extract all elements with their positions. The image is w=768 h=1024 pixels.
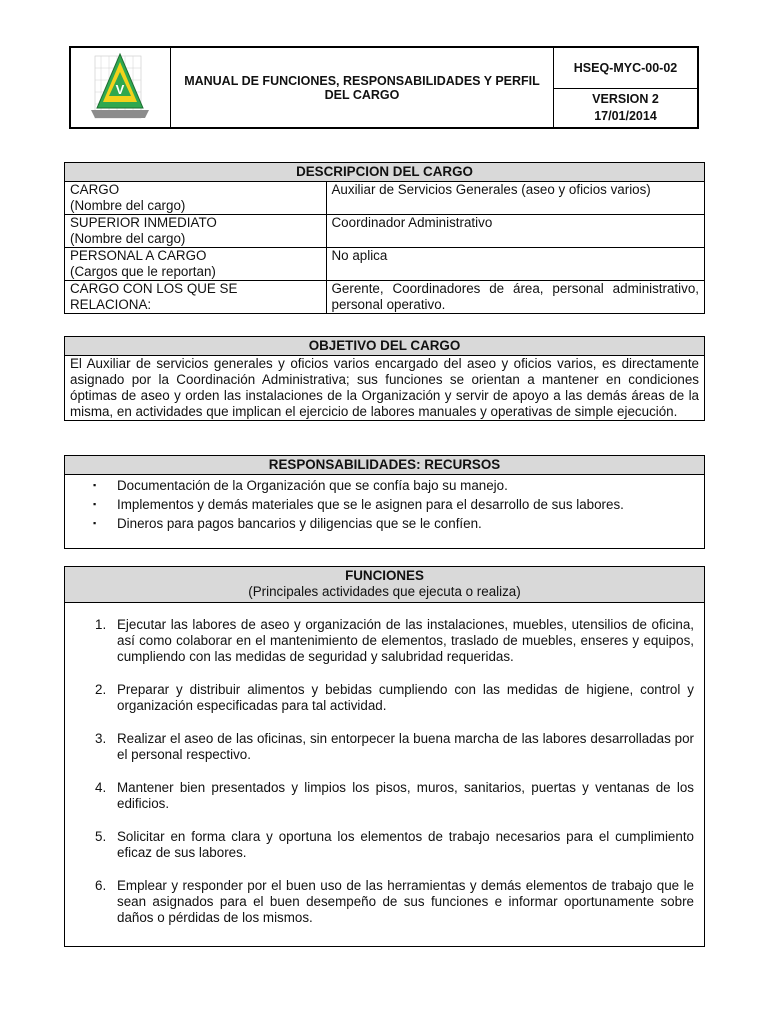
list-item	[95, 878, 694, 926]
objetivo-heading: OBJETIVO DEL CARGO	[65, 337, 704, 356]
list-item-text: Preparar y distribuir alimentos y bebidas cumpliendo con las medidas de higiene, control y organización especificadas para tal actividad.	[117, 682, 694, 713]
logo-emblem-icon	[71, 48, 169, 127]
responsabilidades-section	[64, 455, 705, 549]
title-line-2: DEL CARGO	[324, 87, 400, 102]
row-label	[65, 281, 326, 314]
list-item	[95, 731, 694, 763]
table-row	[65, 248, 704, 281]
list-item-number: 4.	[95, 780, 107, 795]
row-label-main: CARGO	[70, 182, 120, 197]
document-date: 17/01/2014	[594, 109, 657, 123]
row-label-main: PERSONAL A CARGO	[70, 248, 207, 263]
list-item-text: Emplear y responder por el buen uso de las herramientas y demás elementos de trabajo que le sean asignados para el buen desempeño de sus funciones e informar oportunamente sobre daños o pérdidas de los mismos.	[117, 878, 694, 925]
row-label-sub: (Cargos que le reportan)	[70, 264, 216, 279]
row-label-sub: RELACIONA:	[70, 297, 152, 312]
document-code: HSEQ-MYC-00-02	[554, 48, 697, 89]
row-label	[65, 215, 326, 248]
descripcion-section	[64, 162, 705, 314]
list-item-text: Realizar el aseo de las oficinas, sin entorpecer la buena marcha de las labores desarrolladas por el personal respectivo.	[117, 731, 694, 762]
company-logo	[71, 48, 171, 127]
table-row	[65, 182, 704, 215]
funciones-subtitle: (Principales actividades que ejecuta o realiza)	[248, 584, 521, 599]
bullet-icon: ▪	[93, 480, 97, 490]
document-title	[171, 48, 554, 127]
responsabilidades-heading: RESPONSABILIDADES: RECURSOS	[65, 456, 704, 475]
list-item-text: Ejecutar las labores de aseo y organización de las instalaciones, muebles, utensilios de oficina, así como colaborar en el mantenimiento de elementos, traslado de muebles, enseres y equipos, cumpliendo con las medidas de seguridad y salubridad requeridas.	[117, 617, 694, 664]
list-item-number: 1.	[95, 617, 107, 632]
row-value: Gerente, Coordinadores de área, personal administrativo, personal operativo.	[326, 281, 704, 314]
list-item-number: 3.	[95, 731, 107, 746]
list-item-text: Implementos y demás materiales que se le asignen para el desarrollo de sus labores.	[117, 497, 624, 512]
list-item-text: Documentación de la Organización que se confía bajo su manejo.	[117, 478, 508, 493]
bullet-icon: ▪	[93, 499, 97, 509]
document-version: VERSION 2	[592, 92, 659, 106]
row-value: No aplica	[326, 248, 704, 281]
document-meta	[554, 48, 697, 127]
row-label	[65, 182, 326, 215]
row-label-sub: (Nombre del cargo)	[70, 198, 186, 213]
document-header	[69, 46, 699, 129]
table-row	[65, 281, 704, 314]
list-item	[95, 617, 694, 665]
list-item	[93, 495, 704, 514]
funciones-title: FUNCIONES	[345, 568, 424, 583]
funciones-heading	[65, 567, 704, 603]
list-item-number: 2.	[95, 682, 107, 697]
list-item-text: Mantener bien presentados y limpios los pisos, muros, sanitarios, puertas y ventanas de los edificios.	[117, 780, 694, 811]
list-item	[95, 682, 694, 714]
funciones-section	[64, 566, 705, 947]
list-item	[95, 829, 694, 861]
logo-letter: V	[115, 82, 125, 97]
version-block	[554, 89, 697, 127]
list-item-text: Solicitar en forma clara y oportuna los elementos de trabajo necesarios para el cumplimiento eficaz de sus labores.	[117, 829, 694, 860]
table-row	[65, 215, 704, 248]
row-label-main: CARGO CON LOS QUE SE	[70, 281, 238, 296]
list-item-number: 6.	[95, 878, 107, 893]
row-label-main: SUPERIOR INMEDIATO	[70, 215, 217, 230]
descripcion-table	[65, 182, 704, 313]
list-item-number: 5.	[95, 829, 107, 844]
funciones-list	[65, 603, 704, 926]
row-label-sub: (Nombre del cargo)	[70, 231, 186, 246]
list-item	[95, 780, 694, 812]
row-label	[65, 248, 326, 281]
responsabilidades-list	[65, 475, 704, 543]
title-line-1: MANUAL DE FUNCIONES, RESPONSABILIDADES Y PERFIL	[184, 73, 540, 88]
row-value: Auxiliar de Servicios Generales (aseo y oficios varios)	[331, 182, 651, 197]
row-value: Coordinador Administrativo	[326, 215, 704, 248]
objetivo-section	[64, 336, 705, 421]
objetivo-text: El Auxiliar de servicios generales y oficios varios encargado del aseo y oficios varios, es directamente asignado por la Coordinación Administrativa; sus funciones se orientan a mantener en condiciones óptimas de aseo y orden las instalaciones de la Organización y servir de apoyo a las demás áreas de la misma, en actividades que implican el ejercicio de labores manuales y operativas de simple ejecución.	[70, 356, 699, 419]
bullet-icon: ▪	[93, 518, 97, 528]
list-item	[93, 476, 704, 495]
descripcion-heading: DESCRIPCION DEL CARGO	[65, 163, 704, 182]
list-item	[93, 514, 704, 533]
list-item-text: Dineros para pagos bancarios y diligencias que se le confíen.	[117, 516, 482, 531]
